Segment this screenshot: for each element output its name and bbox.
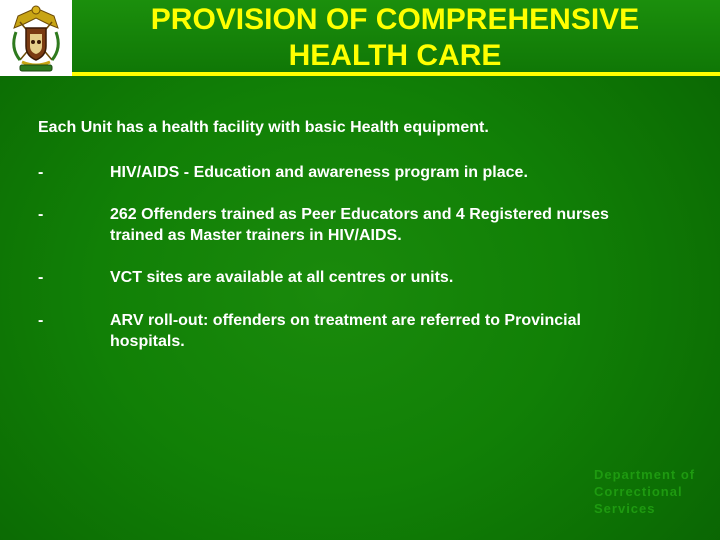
bullet-marker: -: [38, 312, 44, 329]
bullet-list: [38, 162, 698, 352]
list-item: [38, 204, 698, 246]
logo: [0, 0, 72, 76]
footer-line: Department of: [594, 467, 696, 482]
bullet-line: 262 Offenders trained as Peer Educators and 4 Registered nurses: [110, 206, 609, 223]
page-title: [80, 2, 710, 74]
bullet-marker: -: [38, 206, 44, 223]
title-line: HEALTH CARE: [288, 39, 502, 72]
bullet-line: VCT sites are available at all centres or units.: [110, 269, 454, 286]
bullet-text: [110, 204, 698, 246]
list-item: [38, 162, 698, 183]
bullet-text: [110, 310, 698, 352]
intro-text: Each Unit has a health facility with basic Health equipment.: [38, 119, 489, 136]
bullet-marker: -: [38, 164, 44, 181]
list-item: [38, 310, 698, 352]
bullet-line: ARV roll-out: offenders on treatment are referred to Provincial: [110, 312, 581, 329]
bullet-line: hospitals.: [110, 333, 185, 350]
bullet-text: [110, 162, 698, 183]
footer-line: Correctional: [594, 484, 683, 499]
bullet-line: trained as Master trainers in HIV/AIDS.: [110, 227, 402, 244]
department-footer: [594, 466, 714, 517]
bullet-marker: -: [38, 269, 44, 286]
footer-line: Services: [594, 501, 656, 516]
bullet-text: [110, 267, 698, 288]
title-line: PROVISION OF COMPREHENSIVE: [150, 3, 640, 36]
list-item: [38, 267, 698, 288]
bullet-line: HIV/AIDS - Education and awareness program in place.: [110, 164, 528, 181]
coat-of-arms-icon: [6, 2, 66, 74]
